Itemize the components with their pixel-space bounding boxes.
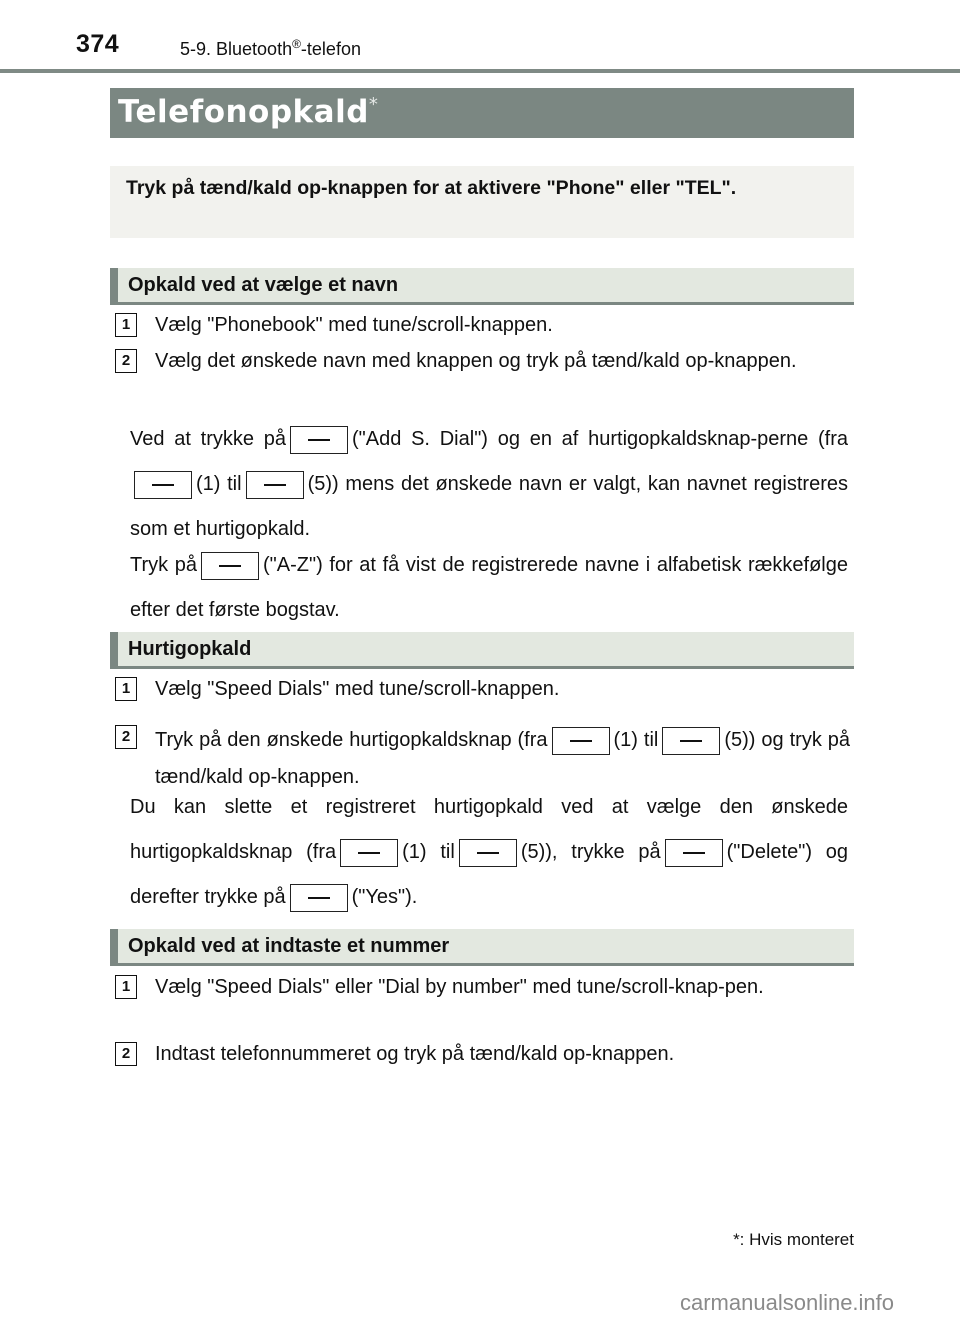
a-z-button-icon <box>201 552 259 580</box>
note-delete-speed-dial <box>130 785 848 920</box>
page-header <box>0 0 960 73</box>
note-text: (1) til <box>196 473 242 495</box>
step-text: Indtast telefonnummeret og tryk på tænd/kald op-knappen. <box>155 1043 675 1065</box>
step-1 <box>115 674 850 705</box>
note-text: Ved at trykke på <box>130 428 286 450</box>
step-text: Vælg det ønskede navn med knappen og tryk på tænd/kald op-knappen. <box>155 350 797 372</box>
subheader-label: Opkald ved at vælge et navn <box>128 274 399 296</box>
step-number-badge: 1 <box>115 677 137 701</box>
note-text: (5)) mens det ønskede navn er valgt, kan navnet registreres som et hurtigopkald. <box>130 473 848 540</box>
yes-button-icon <box>290 884 348 912</box>
footnote: *: Hvis monteret <box>733 1230 854 1249</box>
speed-dial-5-button-icon <box>459 839 517 867</box>
step-1 <box>115 972 850 1003</box>
page-number: 374 <box>76 30 120 58</box>
subheader-bar <box>110 268 118 302</box>
intro-box <box>110 166 854 238</box>
speed-dial-5-button-icon <box>246 471 304 499</box>
registered-mark: ® <box>292 37 301 51</box>
note-text: Du kan slette et registreret hurtigopkald ved at vælge den ønskede hurtigopkaldsknap (fra <box>130 796 848 863</box>
watermark: carmanualsonline.info <box>680 1290 895 1315</box>
step-number-badge: 2 <box>115 725 137 749</box>
note-text: ("A-Z") for at få vist de registrerede navne i alfabetisk rækkefølge efter det første bogstav. <box>130 554 848 621</box>
asterisk-icon: * <box>368 94 379 115</box>
step-text-part: Tryk på den ønskede hurtigopkaldsknap (fra <box>155 729 548 751</box>
speed-dial-5-button-icon <box>662 727 720 755</box>
note-add-speed-dial <box>130 417 848 552</box>
step-number-badge: 1 <box>115 313 137 337</box>
step-number-badge: 2 <box>115 1042 137 1066</box>
header-rule <box>0 69 960 73</box>
step-text: Vælg "Speed Dials" eller "Dial by number" med tune/scroll-knap-pen. <box>155 976 764 998</box>
step-number-badge: 2 <box>115 349 137 373</box>
step-2 <box>115 1039 850 1070</box>
subheader-select-name <box>110 268 854 305</box>
add-speed-dial-button-icon <box>290 426 348 454</box>
subheader-bar <box>110 632 118 666</box>
title-text: Telefonopkald <box>118 94 369 130</box>
title-bar <box>110 88 854 138</box>
note-text: ("Yes"). <box>351 886 418 908</box>
subheader-bar <box>110 929 118 963</box>
step-text-part: (5)) og tryk på tænd/kald op-knappen. <box>155 729 851 788</box>
note-text: ("Add S. Dial") og en af hurtigopkaldsknap-perne (fra <box>352 428 849 450</box>
intro-text: Tryk på tænd/kald op-knappen for at aktivere "Phone" eller "TEL". <box>126 177 737 199</box>
page-title <box>118 94 378 130</box>
speed-dial-1-button-icon <box>134 471 192 499</box>
step-text: Vælg "Phonebook" med tune/scroll-knappen. <box>155 314 553 336</box>
note-a-z <box>130 543 848 633</box>
section-name: 5-9. Bluetooth <box>180 39 293 59</box>
note-text: ("Delete") og derefter trykke på <box>130 841 849 908</box>
note-text: Tryk på <box>130 554 197 576</box>
subheader-speed-dial <box>110 632 854 669</box>
subheader-enter-number <box>110 929 854 966</box>
section-label <box>180 37 361 60</box>
step-2 <box>115 346 850 377</box>
step-1 <box>115 310 850 341</box>
subheader-label: Hurtigopkald <box>128 638 252 660</box>
delete-button-icon <box>665 839 723 867</box>
step-text-part: (1) til <box>613 729 659 751</box>
section-suffix: -telefon <box>300 39 361 59</box>
note-text: (5)), trykke på <box>520 841 661 863</box>
step-text: Vælg "Speed Dials" med tune/scroll-knappen. <box>155 678 560 700</box>
speed-dial-1-button-icon <box>340 839 398 867</box>
note-text: (1) til <box>402 841 455 863</box>
subheader-label: Opkald ved at indtaste et nummer <box>128 935 450 957</box>
step-number-badge: 1 <box>115 975 137 999</box>
speed-dial-1-button-icon <box>552 727 610 755</box>
